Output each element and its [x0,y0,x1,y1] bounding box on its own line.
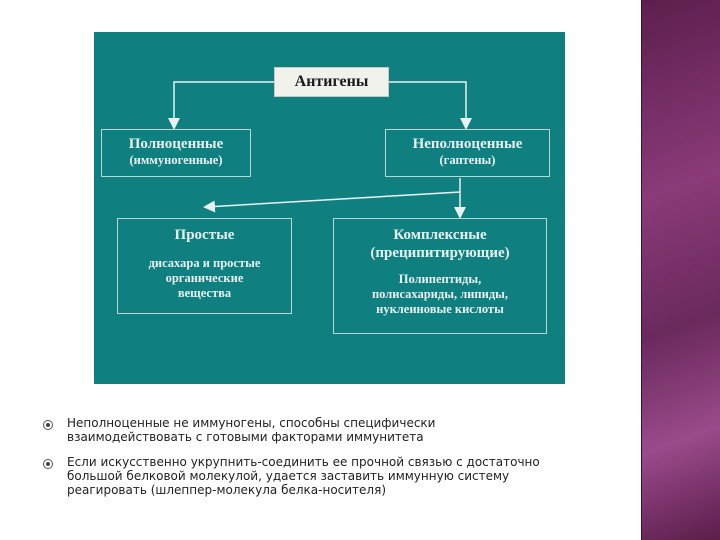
partial-antigens-box [385,129,550,177]
full-antigens-box [101,129,251,177]
simple-box [117,218,292,314]
bullet-1-line-1: Неполноценные не иммуногены, способны специфически [67,416,436,430]
bullet-text-1 [67,416,607,444]
complex-desc-3: нуклеиновые кислоты [376,302,504,316]
full-sub: (иммуногенные) [129,153,223,167]
antigen-diagram [94,32,565,384]
complex-box [333,218,547,334]
simple-desc-2: органические [165,271,244,285]
bullet-2-line-1: Если искусственно укрупнить-соединить ее прочной связью с достаточно [67,455,540,469]
root-label: Антигены [294,73,369,90]
simple-title: Простые [174,227,235,243]
complex-desc-1: Полипептиды, [398,272,482,286]
bullet-icon [43,459,53,469]
arrow-to-full [174,82,274,127]
bullet-icon [43,420,53,430]
arrow-to-partial [389,82,466,127]
simple-desc-3: вещества [177,286,232,300]
complex-title-2: (преципитирующие) [370,245,510,261]
arrow-to-simple [206,178,460,207]
complex-desc-2: полисахариды, липиды, [371,287,509,301]
partial-sub: (гаптены) [439,153,496,167]
root-box [274,67,389,97]
simple-desc-1: дисахара и простые [148,256,261,270]
bullet-1-line-2: взаимодействовать с готовыми факторами иммунитета [67,430,424,444]
bullet-2-line-3: реагировать (шлеппер-молекула белка-носителя) [67,483,387,497]
decorative-side-band [642,0,720,540]
partial-title: Неполноценные [412,136,523,152]
bullet-2-line-2: большой белковой молекулой, удается заставить иммунную систему [67,469,510,483]
bullet-text-2 [67,455,607,497]
complex-title-1: Комплексные [393,227,487,243]
full-title: Полноценные [128,136,224,152]
